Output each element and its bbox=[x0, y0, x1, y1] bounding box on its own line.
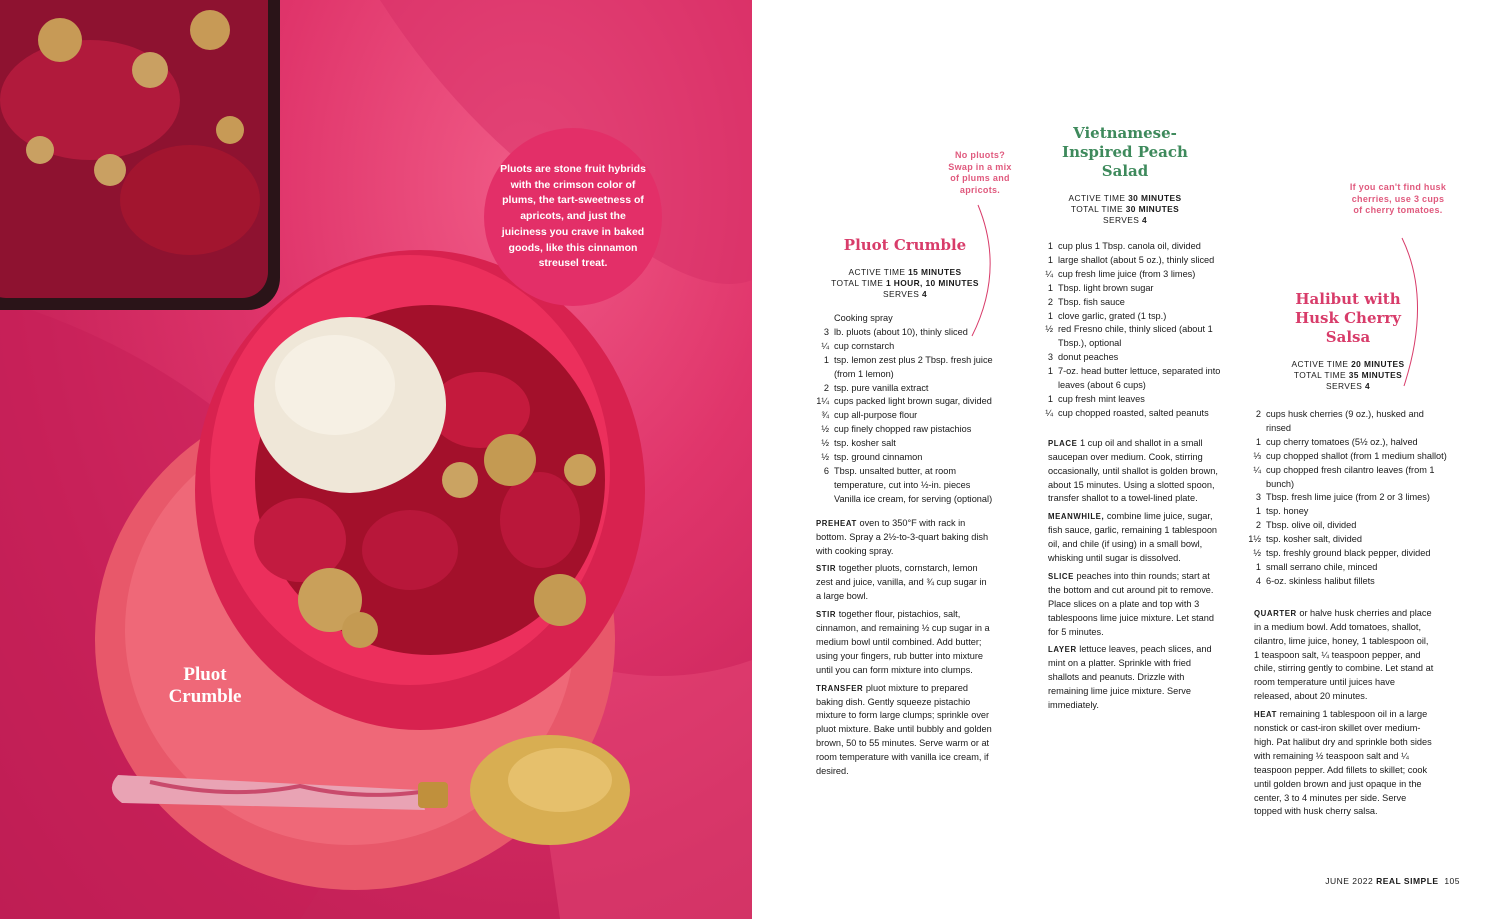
step-keyword: TRANSFER bbox=[816, 683, 864, 693]
ingredient-name: cup chopped shallot (from 1 medium shallot) bbox=[1266, 450, 1447, 461]
recipe-step bbox=[816, 608, 994, 678]
ingredient-name: tsp. honey bbox=[1266, 506, 1309, 517]
intro-bubble-text: Pluots are stone fruit hybrids with the crimson color of plums, the tart-sweetness of apricots, and just the juiciness you crave in baked goods, like this cinnamon streusel treat. bbox=[500, 162, 646, 270]
ingredient-name: cup chopped fresh cilantro leaves (from 1 bunch) bbox=[1266, 464, 1435, 489]
step-keyword: QUARTER bbox=[1254, 608, 1297, 618]
pluot-recipe bbox=[816, 236, 994, 783]
peach-recipe bbox=[1022, 124, 1228, 717]
recipe-step bbox=[816, 562, 994, 604]
ingredient-quantity: 6 bbox=[823, 465, 829, 476]
ingredient-name: cup fresh mint leaves bbox=[1058, 393, 1145, 404]
ingredient-name: cup fresh lime juice (from 3 limes) bbox=[1058, 268, 1196, 279]
ingredient-item bbox=[816, 312, 994, 326]
active-time-label: ACTIVE TIME bbox=[1068, 193, 1126, 203]
ingredient-item bbox=[816, 409, 994, 423]
ingredient-quantity: 1 bbox=[823, 354, 829, 365]
recipe-title: Halibut with Husk Cherry Salsa bbox=[1294, 290, 1402, 346]
ingredient-name: tsp. freshly ground black pepper, divided bbox=[1266, 548, 1431, 559]
ingredient-quantity: ¼ bbox=[821, 340, 829, 351]
ingredient-quantity: 2 bbox=[1255, 409, 1261, 419]
total-time-value: 1 HOUR, 10 MINUTES bbox=[886, 278, 979, 288]
ingredient-quantity: 1 bbox=[1047, 282, 1053, 293]
ingredient-quantity: 2 bbox=[823, 382, 829, 393]
ingredient-name: donut peaches bbox=[1058, 352, 1119, 363]
halibut-substitution-note: If you can't find husk cherries, use 3 cups of cherry tomatoes. bbox=[1349, 182, 1447, 215]
recipe-step bbox=[816, 517, 994, 559]
ingredient-quantity: 1 bbox=[1255, 506, 1261, 517]
ingredient-name: cups husk cherries (9 oz.), husked and rinsed bbox=[1266, 409, 1424, 433]
halibut-recipe bbox=[1248, 290, 1448, 823]
ingredient-name: Tbsp. light brown sugar bbox=[1058, 282, 1154, 293]
ingredient-quantity: ½ bbox=[821, 438, 829, 449]
active-time-value: 30 MINUTES bbox=[1128, 193, 1182, 203]
ingredient-quantity: ¾ bbox=[821, 410, 829, 421]
ingredient-item bbox=[1040, 365, 1228, 393]
ingredient-item bbox=[816, 437, 994, 451]
ingredient-item bbox=[1040, 254, 1228, 268]
serves-value: 4 bbox=[1141, 215, 1148, 225]
ingredient-item bbox=[1248, 450, 1448, 464]
ingredient-item bbox=[1248, 561, 1448, 575]
step-text: pluot mixture to prepared baking dish. Gently squeeze pistachio mixture to form large clumps; sprinkle over pluot mixture. Bake until bubbly and golden brown, 50 to 55 minutes. Serve warm or at room temperature with vanilla ice cream, if desired. bbox=[816, 682, 992, 777]
ingredient-quantity: ⅓ bbox=[1253, 450, 1261, 461]
step-keyword: STIR bbox=[816, 564, 837, 574]
step-text: together pluots, cornstarch, lemon zest and juice, vanilla, and ¾ cup sugar in a large bowl. bbox=[816, 563, 987, 602]
ingredient-quantity: ¼ bbox=[1253, 464, 1261, 475]
pluot-substitution-note: No pluots? Swap in a mix of plums and apricots. bbox=[948, 150, 1012, 195]
ingredient-name: cup plus 1 Tbsp. canola oil, divided bbox=[1058, 241, 1201, 251]
step-keyword: PLACE bbox=[1048, 438, 1078, 448]
recipe-step bbox=[1048, 643, 1222, 713]
active-time-value: 20 MINUTES bbox=[1351, 359, 1405, 369]
ingredient-quantity: 1½ bbox=[1248, 534, 1261, 545]
ingredient-quantity: 1 bbox=[1047, 254, 1053, 265]
baking-dish bbox=[0, 0, 280, 310]
recipe-step bbox=[816, 682, 994, 779]
steps-list bbox=[1022, 437, 1222, 713]
photo-title: Pluot Crumble bbox=[168, 664, 242, 707]
active-time-value: 15 MINUTES bbox=[908, 267, 962, 277]
ingredient-quantity bbox=[816, 493, 834, 507]
recipe-step bbox=[1254, 607, 1434, 704]
total-time-label: TOTAL TIME bbox=[831, 278, 884, 288]
serves-label: SERVES bbox=[1102, 215, 1140, 225]
ingredient-name: tsp. kosher salt, divided bbox=[1266, 534, 1363, 545]
ingredient-item bbox=[1248, 491, 1448, 505]
ingredient-quantity: ½ bbox=[1045, 324, 1053, 335]
serves-value: 4 bbox=[1364, 381, 1371, 391]
step-text: or halve husk cherries and place in a medium bowl. Add tomatoes, shallot, cilantro, lime juice, honey, 1 tablespoon oil, 1 teaspoon salt, ¼ teaspoon pepper, and chile, stirring gently to combine. Let stand at room temperature until juices have released, about 20 minutes. bbox=[1254, 607, 1434, 702]
total-time-value: 30 MINUTES bbox=[1125, 204, 1180, 214]
total-time-value: 35 MINUTES bbox=[1348, 370, 1403, 380]
steps-list bbox=[1248, 607, 1434, 820]
step-text: lettuce leaves, peach slices, and mint on a platter. Sprinkle with fried shallots and peanuts. Drizzle with remaining lime juice mixture. Serve immediately. bbox=[1048, 644, 1212, 711]
recipe-step bbox=[1048, 570, 1222, 640]
ingredient-name: cups packed light brown sugar, divided bbox=[834, 396, 992, 407]
step-text: combine lime juice, sugar, fish sauce, garlic, remaining 1 tablespoon oil, and chile (if using) in a small bowl, whisking until sugar is dissolved. bbox=[1048, 511, 1218, 564]
ingredient-name: cup chopped roasted, salted peanuts bbox=[1058, 407, 1209, 418]
ingredient-item bbox=[1040, 310, 1228, 324]
step-keyword: LAYER bbox=[1048, 645, 1077, 655]
recipe-step bbox=[1254, 708, 1434, 819]
step-text: together flour, pistachios, salt, cinnamon, and remaining ½ cup sugar in a medium bowl until combined. Add butter; using your fingers, rub butter into mixture until you can form mixture into clumps. bbox=[816, 609, 990, 675]
ingredient-item bbox=[816, 395, 994, 409]
steps-list bbox=[816, 517, 994, 779]
ingredient-name: clove garlic, grated (1 tsp.) bbox=[1058, 310, 1167, 321]
issue-date: JUNE 2022 bbox=[1325, 876, 1374, 886]
ingredient-item bbox=[816, 326, 994, 340]
ingredient-quantity: 2 bbox=[1047, 296, 1053, 307]
ingredient-item bbox=[1248, 519, 1448, 533]
ingredient-quantity: ¼ bbox=[1045, 407, 1053, 418]
ingredient-item bbox=[1248, 533, 1448, 547]
step-text: remaining 1 tablespoon oil in a large nonstick or cast-iron skillet over medium-high. Pat halibut dry and sprinkle both sides with remaining ½ teaspoon salt and ¼ teaspoon pepper. Add fillets to skillet; cook until golden brown and just opaque in the center, 3 to 4 minutes per side. Serve topped with husk cherry salsa. bbox=[1254, 709, 1432, 817]
ingredient-list bbox=[1022, 240, 1228, 421]
active-time-label: ACTIVE TIME bbox=[1291, 359, 1349, 369]
ingredient-item bbox=[1248, 408, 1448, 436]
step-keyword: HEAT bbox=[1254, 710, 1278, 720]
ingredient-quantity: 1 bbox=[1255, 561, 1261, 572]
ingredient-item bbox=[1248, 436, 1448, 450]
ingredient-item bbox=[1040, 296, 1228, 310]
ingredient-quantity: 3 bbox=[1255, 492, 1261, 503]
step-keyword: MEANWHILE, bbox=[1048, 512, 1105, 522]
ingredient-name: Tbsp. fresh lime juice (from 2 or 3 limes) bbox=[1266, 492, 1430, 503]
intro-bubble bbox=[484, 128, 662, 306]
ingredient-item bbox=[1040, 407, 1228, 421]
recipe-meta bbox=[1248, 359, 1448, 392]
ingredient-item bbox=[1040, 268, 1228, 282]
recipe-step bbox=[1048, 437, 1222, 507]
ingredient-quantity: ½ bbox=[821, 452, 829, 463]
ingredient-name: 7-oz. head butter lettuce, separated into leaves (about 6 cups) bbox=[1058, 366, 1221, 391]
serves-label: SERVES bbox=[882, 289, 920, 299]
ingredient-name: Tbsp. olive oil, divided bbox=[1266, 520, 1357, 531]
active-time-label: ACTIVE TIME bbox=[848, 267, 906, 277]
ingredient-item bbox=[816, 423, 994, 437]
ingredient-item bbox=[816, 451, 994, 465]
serves-value: 4 bbox=[921, 289, 928, 299]
total-time-label: TOTAL TIME bbox=[1070, 204, 1123, 214]
ingredient-item bbox=[1248, 464, 1448, 492]
step-text: oven to 350°F with rack in bottom. Spray a 2½-to-3-quart baking dish with cooking spray. bbox=[816, 517, 989, 556]
ingredient-item bbox=[1040, 323, 1228, 351]
ingredient-list bbox=[1248, 408, 1448, 589]
ingredient-item bbox=[816, 354, 994, 382]
page-folio bbox=[1325, 876, 1460, 886]
ingredient-quantity: 1 bbox=[1047, 393, 1053, 404]
ingredient-item bbox=[816, 465, 994, 493]
step-keyword: PREHEAT bbox=[816, 518, 857, 528]
ingredient-name: tsp. kosher salt bbox=[834, 438, 896, 449]
ingredient-quantity: ½ bbox=[1253, 548, 1261, 559]
total-time-label: TOTAL TIME bbox=[1293, 370, 1346, 380]
serves-label: SERVES bbox=[1325, 381, 1363, 391]
step-text: peaches into thin rounds; start at the bottom and cut around pit to remove. Place slices on a plate and top with 3 tablespoons lime juice mixture. Let stand for 5 minutes. bbox=[1048, 570, 1214, 637]
ingredient-name: lb. pluots (about 10), thinly sliced bbox=[834, 326, 968, 337]
ingredient-name: 6-oz. skinless halibut fillets bbox=[1266, 575, 1375, 586]
ingredient-item bbox=[1040, 351, 1228, 365]
ingredient-name: tsp. lemon zest plus 2 Tbsp. fresh juice (from 1 lemon) bbox=[834, 354, 993, 379]
ingredient-item bbox=[1248, 505, 1448, 519]
ingredient-quantity: 1 bbox=[1255, 436, 1261, 447]
ingredient-name: red Fresno chile, thinly sliced (about 1 Tbsp.), optional bbox=[1058, 324, 1213, 349]
ingredient-quantity bbox=[816, 312, 834, 326]
ingredient-quantity: 1 bbox=[1047, 366, 1053, 377]
ingredient-name: cup all-purpose flour bbox=[834, 410, 918, 421]
ingredient-item bbox=[816, 493, 994, 507]
ingredient-quantity: 1 bbox=[1047, 241, 1053, 251]
magazine-name: REAL SIMPLE bbox=[1376, 876, 1439, 886]
ingredient-name: Tbsp. fish sauce bbox=[1058, 296, 1125, 307]
bowl bbox=[195, 250, 645, 730]
ingredient-quantity: 1 bbox=[1047, 310, 1053, 321]
ingredient-item bbox=[1040, 240, 1228, 254]
ingredient-name: Cooking spray bbox=[834, 313, 893, 323]
ingredient-name: Vanilla ice cream, for serving (optional) bbox=[834, 493, 993, 504]
ingredient-name: cup finely chopped raw pistachios bbox=[834, 424, 972, 435]
ingredient-name: small serrano chile, minced bbox=[1266, 561, 1378, 572]
ingredient-name: tsp. ground cinnamon bbox=[834, 452, 923, 463]
ingredient-item bbox=[1040, 282, 1228, 296]
ingredient-item bbox=[1248, 547, 1448, 561]
ingredient-quantity: 3 bbox=[823, 326, 829, 337]
ingredient-item bbox=[1248, 575, 1448, 589]
ingredient-quantity: ¼ bbox=[1045, 268, 1053, 279]
ingredient-name: tsp. pure vanilla extract bbox=[834, 382, 929, 393]
ingredient-quantity: 3 bbox=[1047, 352, 1053, 363]
step-text: 1 cup oil and shallot in a small saucepan over medium. Cook, stirring occasionally, until shallot is golden brown, about 15 minutes. Using a slotted spoon, transfer shallot to a towel-lined plate. bbox=[1048, 437, 1218, 504]
step-keyword: SLICE bbox=[1048, 571, 1074, 581]
ingredient-name: cup cherry tomatoes (5½ oz.), halved bbox=[1266, 436, 1418, 447]
ingredient-name: cup cornstarch bbox=[834, 340, 895, 351]
ingredient-item bbox=[816, 382, 994, 396]
ingredient-quantity: ½ bbox=[821, 424, 829, 435]
ingredient-quantity: 1¼ bbox=[816, 396, 829, 407]
step-keyword: STIR bbox=[816, 610, 837, 620]
ingredient-name: Tbsp. unsalted butter, at room temperature, cut into ½-in. pieces bbox=[834, 465, 971, 490]
ingredient-item bbox=[1040, 393, 1228, 407]
ingredient-list bbox=[816, 312, 994, 507]
ingredient-quantity: 4 bbox=[1255, 575, 1261, 586]
recipe-title: Pluot Crumble bbox=[843, 236, 967, 254]
recipe-step bbox=[1048, 510, 1222, 566]
recipe-title: Vietnamese-Inspired Peach Salad bbox=[1062, 124, 1188, 180]
recipe-meta bbox=[816, 267, 994, 300]
recipe-meta bbox=[1022, 193, 1228, 226]
ingredient-name: large shallot (about 5 oz.), thinly sliced bbox=[1058, 254, 1215, 265]
ingredient-item bbox=[816, 340, 994, 354]
ingredient-quantity: 2 bbox=[1255, 520, 1261, 531]
page-number: 105 bbox=[1444, 876, 1460, 886]
